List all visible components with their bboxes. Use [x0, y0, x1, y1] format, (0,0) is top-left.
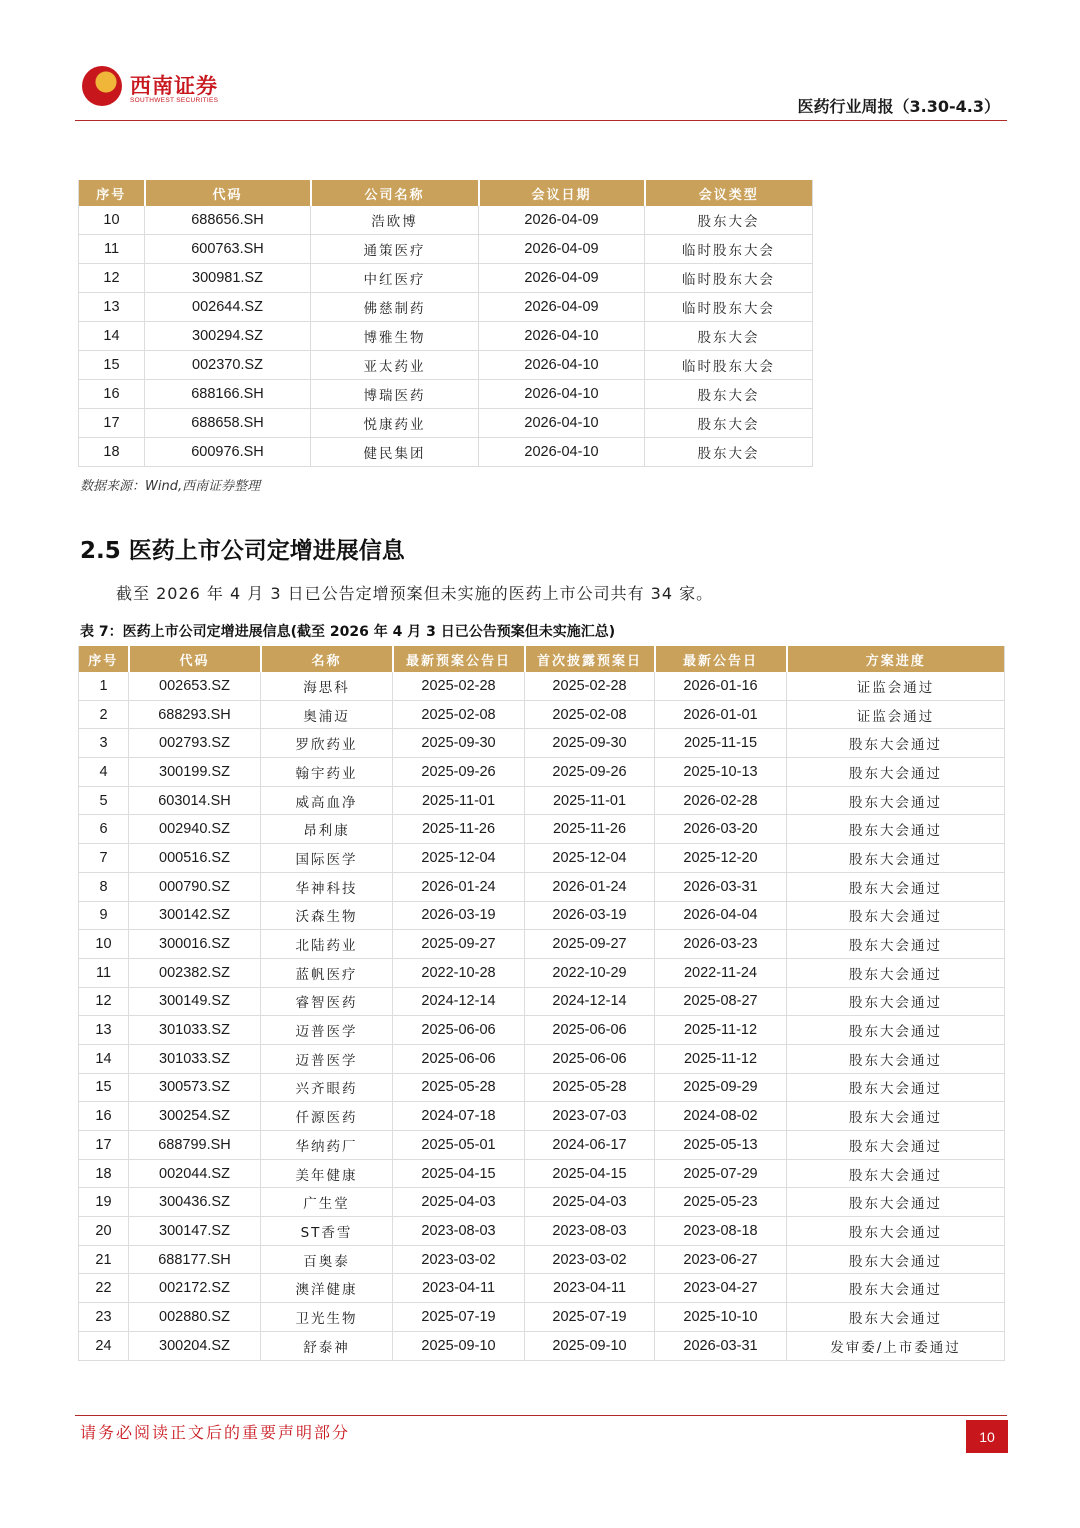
cell-code: 300436.SZ	[129, 1188, 261, 1217]
cell-meeting-type: 临时股东大会	[645, 293, 813, 322]
cell-code: 002940.SZ	[129, 815, 261, 844]
table-row	[79, 1303, 1005, 1332]
cell-first-disclosure-date: 2025-11-26	[525, 815, 655, 844]
table-row	[79, 872, 1005, 901]
cell-latest-announcement-date: 2025-08-27	[655, 987, 787, 1016]
cell-index: 11	[79, 958, 129, 987]
col-header-meeting-date: 会议日期	[479, 180, 645, 206]
cell-progress: 股东大会通过	[787, 1274, 1005, 1303]
table-row	[79, 1188, 1005, 1217]
cell-code: 300294.SZ	[145, 322, 311, 351]
cell-index: 5	[79, 786, 129, 815]
cell-index: 12	[79, 987, 129, 1016]
cell-latest-plan-date: 2025-05-28	[393, 1073, 525, 1102]
cell-name: 罗欣药业	[261, 729, 393, 758]
col-header-company: 公司名称	[311, 180, 479, 206]
table-row	[79, 1274, 1005, 1303]
cell-latest-plan-date: 2025-11-26	[393, 815, 525, 844]
cell-index: 23	[79, 1303, 129, 1332]
cell-code: 300142.SZ	[129, 901, 261, 930]
cell-code: 002793.SZ	[129, 729, 261, 758]
cell-latest-announcement-date: 2026-02-28	[655, 786, 787, 815]
cell-progress: 股东大会通过	[787, 729, 1005, 758]
cell-latest-announcement-date: 2025-10-13	[655, 758, 787, 787]
cell-progress: 股东大会通过	[787, 930, 1005, 959]
cell-latest-plan-date: 2024-07-18	[393, 1102, 525, 1131]
cell-latest-announcement-date: 2023-08-18	[655, 1217, 787, 1246]
cell-meeting-date: 2026-04-09	[479, 264, 645, 293]
cell-latest-plan-date: 2022-10-28	[393, 958, 525, 987]
cell-progress: 股东大会通过	[787, 844, 1005, 873]
cell-meeting-type: 股东大会	[645, 438, 813, 467]
cell-latest-plan-date: 2026-01-24	[393, 872, 525, 901]
cell-meeting-type: 股东大会	[645, 409, 813, 438]
cell-progress: 股东大会通过	[787, 901, 1005, 930]
cell-index: 8	[79, 872, 129, 901]
table-row	[79, 322, 813, 351]
table-caption: 表 7：医药上市公司定增进展信息(截至 2026 年 4 月 3 日已公告预案但未实施汇总)	[80, 624, 616, 640]
cell-first-disclosure-date: 2025-02-08	[525, 700, 655, 729]
cell-index: 24	[79, 1331, 129, 1360]
col-header-progress: 方案进度	[787, 646, 1005, 672]
cell-name: 蓝帆医疗	[261, 958, 393, 987]
cell-latest-announcement-date: 2026-01-01	[655, 700, 787, 729]
table-row	[79, 206, 813, 235]
cell-latest-plan-date: 2025-07-19	[393, 1303, 525, 1332]
cell-index: 7	[79, 844, 129, 873]
cell-latest-announcement-date: 2026-03-31	[655, 1331, 787, 1360]
cell-latest-plan-date: 2025-11-01	[393, 786, 525, 815]
cell-progress: 股东大会通过	[787, 958, 1005, 987]
table-row	[79, 1102, 1005, 1131]
cell-index: 17	[79, 1131, 129, 1160]
table-row	[79, 293, 813, 322]
cell-progress: 股东大会通过	[787, 786, 1005, 815]
col-header-index: 序号	[79, 646, 129, 672]
cell-code: 300199.SZ	[129, 758, 261, 787]
cell-name: 翰宇药业	[261, 758, 393, 787]
cell-index: 15	[79, 351, 145, 380]
cell-latest-plan-date: 2025-12-04	[393, 844, 525, 873]
cell-first-disclosure-date: 2025-09-27	[525, 930, 655, 959]
cell-code: 301033.SZ	[129, 1016, 261, 1045]
table-row	[79, 409, 813, 438]
cell-company: 博雅生物	[311, 322, 479, 351]
cell-meeting-date: 2026-04-09	[479, 206, 645, 235]
table-row	[79, 1331, 1005, 1360]
cell-code: 002880.SZ	[129, 1303, 261, 1332]
cell-index: 18	[79, 438, 145, 467]
cell-index: 13	[79, 293, 145, 322]
cell-code: 300147.SZ	[129, 1217, 261, 1246]
table-row	[79, 672, 1005, 700]
cell-first-disclosure-date: 2025-09-10	[525, 1331, 655, 1360]
cell-latest-announcement-date: 2022-11-24	[655, 958, 787, 987]
cell-first-disclosure-date: 2025-09-26	[525, 758, 655, 787]
cell-first-disclosure-date: 2023-08-03	[525, 1217, 655, 1246]
cell-index: 13	[79, 1016, 129, 1045]
cell-latest-announcement-date: 2026-04-04	[655, 901, 787, 930]
cell-code: 002382.SZ	[129, 958, 261, 987]
cell-latest-plan-date: 2025-09-30	[393, 729, 525, 758]
cell-code: 300573.SZ	[129, 1073, 261, 1102]
cell-progress: 发审委/上市委通过	[787, 1331, 1005, 1360]
cell-code: 300204.SZ	[129, 1331, 261, 1360]
brand-name-cn: 西南证券	[130, 73, 218, 98]
table-row	[79, 700, 1005, 729]
cell-progress: 股东大会通过	[787, 872, 1005, 901]
cell-index: 12	[79, 264, 145, 293]
cell-meeting-type: 股东大会	[645, 322, 813, 351]
cell-index: 11	[79, 235, 145, 264]
cell-latest-plan-date: 2025-05-01	[393, 1131, 525, 1160]
table-row	[79, 1245, 1005, 1274]
cell-progress: 证监会通过	[787, 700, 1005, 729]
cell-latest-plan-date: 2023-08-03	[393, 1217, 525, 1246]
cell-code: 300016.SZ	[129, 930, 261, 959]
cell-name: 昂利康	[261, 815, 393, 844]
cell-latest-plan-date: 2026-03-19	[393, 901, 525, 930]
cell-code: 000790.SZ	[129, 872, 261, 901]
footer-divider	[75, 1415, 1007, 1416]
cell-company: 通策医疗	[311, 235, 479, 264]
cell-progress: 股东大会通过	[787, 1073, 1005, 1102]
cell-latest-announcement-date: 2026-03-23	[655, 930, 787, 959]
cell-latest-plan-date: 2023-04-11	[393, 1274, 525, 1303]
table-row	[79, 815, 1005, 844]
table-row	[79, 786, 1005, 815]
cell-first-disclosure-date: 2026-01-24	[525, 872, 655, 901]
cell-meeting-type: 股东大会	[645, 380, 813, 409]
cell-latest-announcement-date: 2025-11-15	[655, 729, 787, 758]
col-header-name: 名称	[261, 646, 393, 672]
cell-code: 300254.SZ	[129, 1102, 261, 1131]
cell-first-disclosure-date: 2025-06-06	[525, 1044, 655, 1073]
cell-latest-announcement-date: 2025-07-29	[655, 1159, 787, 1188]
brand-name-en: SOUTHWEST SECURITIES	[130, 97, 219, 104]
cell-latest-plan-date: 2023-03-02	[393, 1245, 525, 1274]
cell-index: 10	[79, 930, 129, 959]
col-header-code: 代码	[129, 646, 261, 672]
cell-latest-plan-date: 2025-06-06	[393, 1044, 525, 1073]
cell-progress: 股东大会通过	[787, 758, 1005, 787]
summary-paragraph: 截至 2026 年 4 月 3 日已公告定增预案但未实施的医药上市公司共有 34 家。	[116, 584, 714, 603]
table-row	[79, 351, 813, 380]
cell-first-disclosure-date: 2024-12-14	[525, 987, 655, 1016]
cell-meeting-type: 临时股东大会	[645, 235, 813, 264]
cell-latest-announcement-date: 2025-09-29	[655, 1073, 787, 1102]
table-row	[79, 1073, 1005, 1102]
cell-index: 10	[79, 206, 145, 235]
header-divider	[75, 120, 1007, 121]
cell-index: 21	[79, 1245, 129, 1274]
cell-name: 舒泰神	[261, 1331, 393, 1360]
cell-latest-announcement-date: 2025-11-12	[655, 1044, 787, 1073]
meeting-table-header	[79, 180, 813, 206]
cell-latest-plan-date: 2025-02-28	[393, 672, 525, 700]
cell-code: 300981.SZ	[145, 264, 311, 293]
table-row	[79, 901, 1005, 930]
cell-latest-plan-date: 2025-06-06	[393, 1016, 525, 1045]
cell-company: 健民集团	[311, 438, 479, 467]
cell-name: 迈普医学	[261, 1044, 393, 1073]
cell-latest-plan-date: 2025-09-10	[393, 1331, 525, 1360]
cell-index: 4	[79, 758, 129, 787]
cell-first-disclosure-date: 2025-09-30	[525, 729, 655, 758]
cell-progress: 证监会通过	[787, 672, 1005, 700]
cell-latest-plan-date: 2025-04-03	[393, 1188, 525, 1217]
cell-first-disclosure-date: 2023-07-03	[525, 1102, 655, 1131]
table-row	[79, 930, 1005, 959]
cell-name: 沃森生物	[261, 901, 393, 930]
table-row	[79, 758, 1005, 787]
cell-code: 688177.SH	[129, 1245, 261, 1274]
cell-first-disclosure-date: 2025-05-28	[525, 1073, 655, 1102]
cell-meeting-date: 2026-04-10	[479, 380, 645, 409]
table-row	[79, 380, 813, 409]
cell-latest-plan-date: 2025-09-27	[393, 930, 525, 959]
cell-index: 14	[79, 322, 145, 351]
cell-name: 美年健康	[261, 1159, 393, 1188]
cell-latest-announcement-date: 2025-10-10	[655, 1303, 787, 1332]
cell-name: 迈普医学	[261, 1016, 393, 1045]
cell-meeting-date: 2026-04-09	[479, 293, 645, 322]
cell-first-disclosure-date: 2023-03-02	[525, 1245, 655, 1274]
data-source-note: 数据来源：Wind,西南证券整理	[80, 479, 261, 494]
page-number: 10	[966, 1420, 1008, 1453]
cell-progress: 股东大会通过	[787, 1159, 1005, 1188]
cell-name: 奥浦迈	[261, 700, 393, 729]
cell-latest-plan-date: 2025-09-26	[393, 758, 525, 787]
cell-code: 000516.SZ	[129, 844, 261, 873]
cell-index: 3	[79, 729, 129, 758]
table-row	[79, 235, 813, 264]
cell-first-disclosure-date: 2025-11-01	[525, 786, 655, 815]
cell-progress: 股东大会通过	[787, 815, 1005, 844]
table-row	[79, 1016, 1005, 1045]
cell-code: 688656.SH	[145, 206, 311, 235]
cell-index: 2	[79, 700, 129, 729]
cell-code: 600763.SH	[145, 235, 311, 264]
cell-name: 华纳药厂	[261, 1131, 393, 1160]
cell-company: 博瑞医药	[311, 380, 479, 409]
cell-name: 睿智医药	[261, 987, 393, 1016]
cell-meeting-type: 股东大会	[645, 206, 813, 235]
cell-code: 603014.SH	[129, 786, 261, 815]
cell-first-disclosure-date: 2025-06-06	[525, 1016, 655, 1045]
cell-progress: 股东大会通过	[787, 987, 1005, 1016]
table-row	[79, 844, 1005, 873]
table-row	[79, 438, 813, 467]
cell-meeting-date: 2026-04-10	[479, 351, 645, 380]
cell-progress: 股东大会通过	[787, 1303, 1005, 1332]
cell-latest-announcement-date: 2025-11-12	[655, 1016, 787, 1045]
cell-index: 1	[79, 672, 129, 700]
cell-meeting-date: 2026-04-10	[479, 409, 645, 438]
cell-name: 卫光生物	[261, 1303, 393, 1332]
cell-progress: 股东大会通过	[787, 1188, 1005, 1217]
cell-latest-announcement-date: 2023-04-27	[655, 1274, 787, 1303]
cell-name: ST香雪	[261, 1217, 393, 1246]
cell-meeting-type: 临时股东大会	[645, 264, 813, 293]
cell-first-disclosure-date: 2025-04-03	[525, 1188, 655, 1217]
placement-table	[78, 646, 1005, 1361]
cell-progress: 股东大会通过	[787, 1217, 1005, 1246]
cell-company: 亚太药业	[311, 351, 479, 380]
cell-latest-announcement-date: 2025-05-13	[655, 1131, 787, 1160]
table-row	[79, 1159, 1005, 1188]
cell-first-disclosure-date: 2025-04-15	[525, 1159, 655, 1188]
table-row	[79, 958, 1005, 987]
brand-logo	[82, 66, 222, 110]
cell-index: 9	[79, 901, 129, 930]
cell-progress: 股东大会通过	[787, 1044, 1005, 1073]
cell-name: 北陆药业	[261, 930, 393, 959]
placement-table-header	[79, 646, 1005, 672]
cell-name: 威高血净	[261, 786, 393, 815]
cell-latest-announcement-date: 2024-08-02	[655, 1102, 787, 1131]
cell-code: 002370.SZ	[145, 351, 311, 380]
col-header-meeting-type: 会议类型	[645, 180, 813, 206]
meeting-table	[78, 180, 813, 467]
cell-first-disclosure-date: 2025-07-19	[525, 1303, 655, 1332]
cell-meeting-type: 临时股东大会	[645, 351, 813, 380]
col-header-first-disclosure-date: 首次披露预案日	[525, 646, 655, 672]
section-heading: 2.5 医药上市公司定增进展信息	[80, 538, 405, 564]
cell-code: 002653.SZ	[129, 672, 261, 700]
cell-index: 14	[79, 1044, 129, 1073]
cell-index: 16	[79, 1102, 129, 1131]
cell-latest-announcement-date: 2025-12-20	[655, 844, 787, 873]
cell-code: 002644.SZ	[145, 293, 311, 322]
cell-latest-announcement-date: 2026-03-20	[655, 815, 787, 844]
col-header-latest-announcement-date: 最新公告日	[655, 646, 787, 672]
col-header-latest-plan-date: 最新预案公告日	[393, 646, 525, 672]
cell-progress: 股东大会通过	[787, 1245, 1005, 1274]
cell-name: 华神科技	[261, 872, 393, 901]
cell-company: 悦康药业	[311, 409, 479, 438]
cell-latest-announcement-date: 2025-05-23	[655, 1188, 787, 1217]
disclaimer-note: 请务必阅读正文后的重要声明部分	[80, 1423, 351, 1442]
cell-index: 18	[79, 1159, 129, 1188]
table-row	[79, 729, 1005, 758]
cell-index: 20	[79, 1217, 129, 1246]
cell-latest-announcement-date: 2026-03-31	[655, 872, 787, 901]
cell-first-disclosure-date: 2025-02-28	[525, 672, 655, 700]
table-row	[79, 1044, 1005, 1073]
cell-index: 6	[79, 815, 129, 844]
col-header-code: 代码	[145, 180, 311, 206]
cell-code: 600976.SH	[145, 438, 311, 467]
cell-index: 16	[79, 380, 145, 409]
cell-code: 688799.SH	[129, 1131, 261, 1160]
cell-index: 17	[79, 409, 145, 438]
cell-meeting-date: 2026-04-10	[479, 438, 645, 467]
cell-first-disclosure-date: 2022-10-29	[525, 958, 655, 987]
cell-index: 19	[79, 1188, 129, 1217]
cell-name: 海思科	[261, 672, 393, 700]
cell-first-disclosure-date: 2025-12-04	[525, 844, 655, 873]
cell-name: 仟源医药	[261, 1102, 393, 1131]
table-row	[79, 264, 813, 293]
cell-code: 300149.SZ	[129, 987, 261, 1016]
cell-code: 688658.SH	[145, 409, 311, 438]
cell-company: 浩欧博	[311, 206, 479, 235]
cell-code: 688293.SH	[129, 700, 261, 729]
table-row	[79, 1131, 1005, 1160]
cell-meeting-date: 2026-04-10	[479, 322, 645, 351]
cell-first-disclosure-date: 2024-06-17	[525, 1131, 655, 1160]
cell-latest-plan-date: 2025-02-08	[393, 700, 525, 729]
logo-emblem-icon	[82, 66, 122, 106]
cell-first-disclosure-date: 2026-03-19	[525, 901, 655, 930]
cell-latest-announcement-date: 2026-01-16	[655, 672, 787, 700]
cell-progress: 股东大会通过	[787, 1016, 1005, 1045]
cell-code: 002044.SZ	[129, 1159, 261, 1188]
cell-progress: 股东大会通过	[787, 1102, 1005, 1131]
table-row	[79, 987, 1005, 1016]
cell-code: 688166.SH	[145, 380, 311, 409]
cell-first-disclosure-date: 2023-04-11	[525, 1274, 655, 1303]
cell-meeting-date: 2026-04-09	[479, 235, 645, 264]
table-row	[79, 1217, 1005, 1246]
cell-code: 002172.SZ	[129, 1274, 261, 1303]
cell-progress: 股东大会通过	[787, 1131, 1005, 1160]
cell-latest-announcement-date: 2023-06-27	[655, 1245, 787, 1274]
cell-name: 百奥泰	[261, 1245, 393, 1274]
cell-name: 澳洋健康	[261, 1274, 393, 1303]
cell-name: 兴齐眼药	[261, 1073, 393, 1102]
cell-index: 22	[79, 1274, 129, 1303]
cell-latest-plan-date: 2025-04-15	[393, 1159, 525, 1188]
col-header-index: 序号	[79, 180, 145, 206]
cell-index: 15	[79, 1073, 129, 1102]
cell-code: 301033.SZ	[129, 1044, 261, 1073]
report-title: 医药行业周报（3.30-4.3）	[797, 97, 1000, 116]
cell-name: 广生堂	[261, 1188, 393, 1217]
cell-company: 中红医疗	[311, 264, 479, 293]
cell-name: 国际医学	[261, 844, 393, 873]
cell-company: 佛慈制药	[311, 293, 479, 322]
cell-latest-plan-date: 2024-12-14	[393, 987, 525, 1016]
